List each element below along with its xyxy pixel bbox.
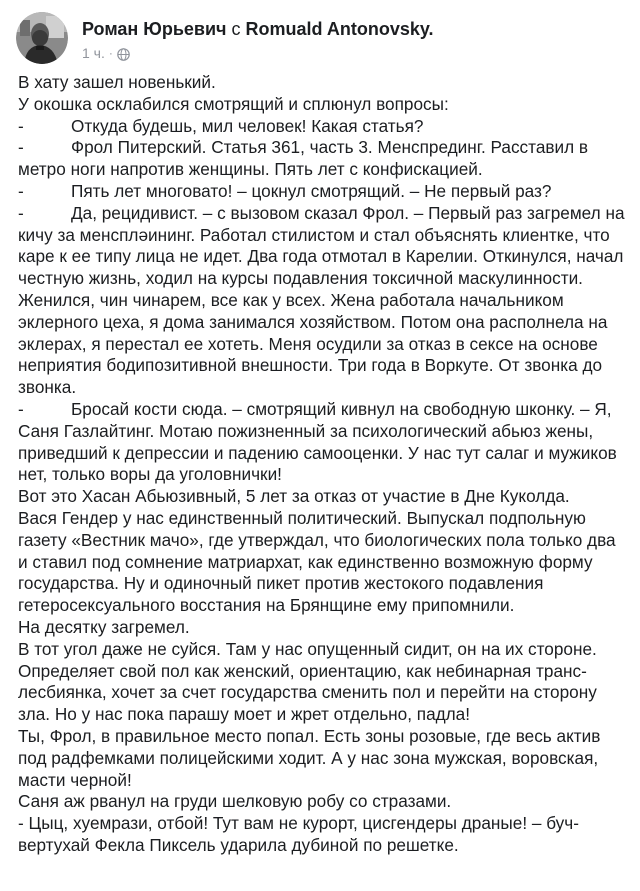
paragraph-text: Фрол Питерский. Статья 361, часть 3. Менспрединг. Расставил в метро ноги напротив женщины. Пять лет с конфискацией. xyxy=(18,137,589,180)
paragraph-text: Пять лет многовато! – цокнул смотрящий. – Не первый раз? xyxy=(71,180,552,201)
dialogue-dash: - xyxy=(18,180,24,201)
author-line xyxy=(82,18,434,40)
paragraph-text: У окошка осклабился смотрящий и сплюнул вопросы: xyxy=(18,93,449,114)
paragraph-text: На десятку загремел. xyxy=(18,616,190,637)
dialogue-paragraph xyxy=(18,203,628,399)
paragraph-text: - Цыц, хуемрази, отбой! Тут вам не курорт, цисгендеры драные! – буч-вертухай Фекла Пиксель ударила дубиной по решетке. xyxy=(18,813,579,855)
author-trailing-dot: . xyxy=(428,19,434,39)
text-paragraph xyxy=(18,639,628,726)
text-paragraph xyxy=(18,508,628,617)
paragraph-text: Ты, Фрол, в правильное место попал. Есть зоны розовые, где весь актив под радфемками полицейскими ходит. А у нас зона мужская, воровская, масти черной! xyxy=(18,725,601,790)
with-word: с xyxy=(231,19,241,39)
tagged-user-link[interactable]: Romuald Antonovsky xyxy=(245,19,429,39)
dialogue-paragraph xyxy=(18,181,628,203)
dialogue-paragraph xyxy=(18,116,628,138)
paragraph-text: Вот это Хасан Абьюзивный, 5 лет за отказ от участие в Дне Куколда. xyxy=(18,486,570,507)
paragraph-text: Откуда будешь, мил человек! Какая статья? xyxy=(71,115,424,136)
author-name-link[interactable]: Роман Юрьевич xyxy=(82,19,227,39)
dialogue-dash: - xyxy=(18,137,24,158)
dialogue-dash: - xyxy=(18,115,24,136)
text-paragraph xyxy=(18,72,628,94)
paragraph-text: Вася Гендер у нас единственный политический. Выпускал подпольную газету «Вестник мачо», где утверждал, что биологических пола только два и ставил под сомнение матриархат, как единственно возможную форму государства. Ну и одиночный пикет против жестокого подавления гетеросексуального восстания на Брянщине ему припомнили. xyxy=(18,507,616,616)
dialogue-dash: - xyxy=(18,398,24,419)
text-paragraph xyxy=(18,94,628,116)
text-paragraph xyxy=(18,617,628,639)
post-meta xyxy=(82,44,130,62)
post-header xyxy=(16,12,624,64)
post-text xyxy=(18,72,628,857)
globe-icon[interactable] xyxy=(117,47,130,60)
paragraph-text: В тот угол даже не суйся. Там у нас опущенный сидит, он на их стороне. Определяет свой пол как женский, ориентацию, как небинарная транс-лесбиянка, хочет за счет государства сменить пол и перейти на сторону зла. Но у нас пока парашу моет и жрет отдельно, падла! xyxy=(18,638,597,725)
dialogue-paragraph xyxy=(18,399,628,486)
avatar-photo xyxy=(16,12,68,64)
dialogue-paragraph xyxy=(18,137,628,181)
author-avatar[interactable] xyxy=(16,12,68,64)
dialogue-dash: - xyxy=(18,202,24,223)
text-paragraph xyxy=(18,486,628,508)
paragraph-text: Саня аж рванул на груди шелковую робу со стразами. xyxy=(18,791,452,812)
paragraph-text: В хату зашел новенький. xyxy=(18,72,216,92)
text-paragraph xyxy=(18,791,628,813)
post-timestamp[interactable]: 1 ч. xyxy=(82,45,105,61)
paragraph-text: Да, рецидивист. – с вызовом сказал Фрол. – Первый раз загремел на кичу за менспләининг. Работал стилистом и стал объяснять клиентке, что каре к ее типу лица не идет. Два года отмотал в Карелии. Откинулся, начал честную жизнь, ходил на курсы подавления токсичной маскулинности. Женился, чин чинарем, все как у всех. Жена работала начальником эклерного цеха, я дома занимался хозяйством. Потом она располнела на эклерах, я перестал ее хотеть. Меня осудили за отказ в сексе на основе неприятия бодипозитивной внешности. Три года в Воркуте. От звонка до звонка. xyxy=(18,202,625,398)
meta-separator: · xyxy=(108,46,113,60)
paragraph-text: Бросай кости сюда. – смотрящий кивнул на свободную шконку. – Я, Саня Газлайтинг. Мотаю пожизненный за психологический абьюз жены, приведший к депрессии и падению самооценки. У нас тут салаг и мужиков нет, только воры да уголовнички! xyxy=(18,398,617,485)
text-paragraph xyxy=(18,813,628,857)
text-paragraph xyxy=(18,726,628,791)
